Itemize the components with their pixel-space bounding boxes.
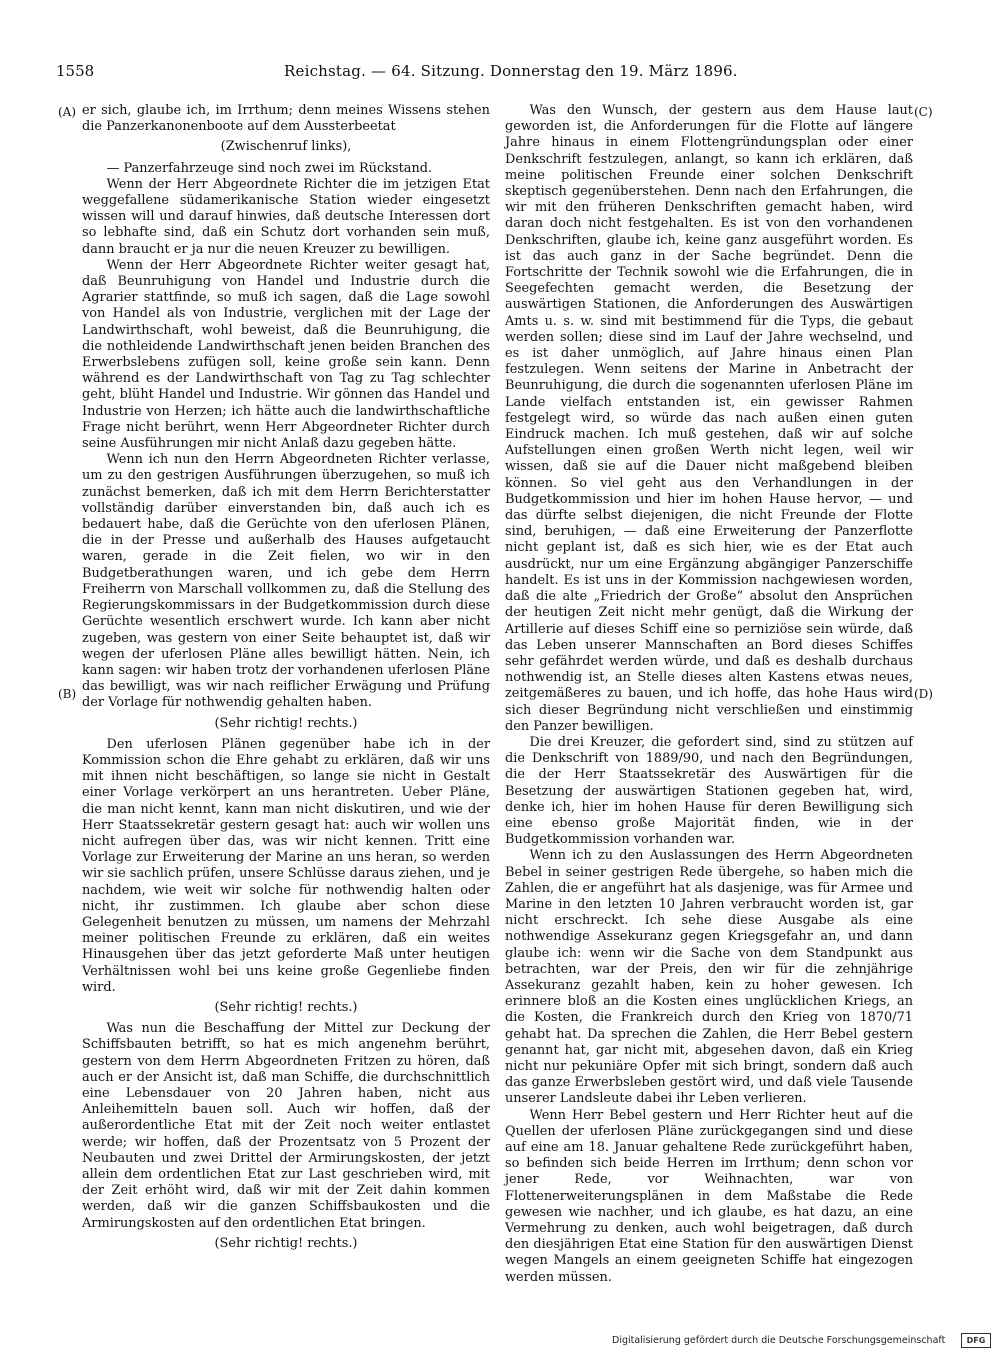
interjection: (Sehr richtig! rechts.) xyxy=(214,715,358,731)
interjection: (Zwischenruf links), xyxy=(220,139,352,155)
paragraph: Wenn ich zu den Auslassungen des Herrn Abgeordneten Bebel in seiner gestrigen Rede übergehe, so haben mich die Zahlen, die er angeführt hat als dasjenige, was für Armee und Marine in den letzten 10 Jahren verbraucht worden ist, gar nicht erschreckt. Ich sehe diese Ausgabe als eine nothwendige Assekuranz gegen Kriegsgefahr an, und dann glaube ich: wenn wir die Sache von dem Standpunkt aus betrachten, war der Preis, den wir für die zehnjährige Assekuranz gezahlt haben, kein zu hoher gewesen. Ich erinnere bloß an die Kosten eines unglücklichen Kriegs, an die Kosten, die Frankreich durch den Krieg von 1870/71 gehabt hat. Da sprechen die Zahlen, die Herr Bebel gestern genannt hat, gar nicht mit, abgesehen davon, daß ein Krieg nicht nur pekuniäre Opfer mit sich bringt, sondern daß auch das ganze Erwerbsleben gestört wird, und daß viele Tausende unserer Landsleute dabei ihr Leben verlieren. xyxy=(505,848,913,1107)
paragraph: — Panzerfahrzeuge sind noch zwei im Rückstand. xyxy=(106,160,433,176)
dfg-logo-text: DFG xyxy=(966,1336,986,1345)
paragraph: Wenn der Herr Abgeordnete Richter die im jetzigen Etat weggefallene südamerikanische Station wieder eingesetzt wissen will und darauf hinwies, daß deutsche Interessen dort so lebhafte sind, daß ein Schutz dort vorhanden sein muß, dann braucht er ja nur die neuen Kreuzer zu bewilligen. xyxy=(82,176,490,257)
paragraph: Was den Wunsch, der gestern aus dem Hause laut geworden ist, die Anforderungen für die Flotte auf längere Jahre hinaus in einem Flottengründungsplan oder einer Denkschrift festzulegen, anlangt, so kann ich erklären, daß meine politischen Freunde einer solchen Denkschrift skeptisch gegenüberstehen. Denn nach den Erfahrungen, die wir mit den früheren Denkschriften gemacht haben, wird daran doch nicht festgehalten. Es ist von den vorhandenen Denkschriften, glaube ich, keine ganz ausgeführt worden. Es ist das auch ganz in der Sache begründet. Denn die Fortschritte der Technik sowohl wie die Erfahrungen, die in Seegefechten gemacht werden, die Besetzung der auswärtigen Stationen, die Anforderungen des Auswärtigen Amts u. s. w. sind mit bestimmend für die Typs, die gebaut werden sollen; diese sind im Lauf der Jahre wechselnd, und es ist daher unmöglich, auf Jahre hinaus einen Plan festzulegen. Wenn seitens der Marine in Anbetracht der Beunruhigung, die durch die sogenannten uferlosen Pläne im Lande vielfach entstanden ist, ein gewisser Rahmen festgelegt wird, so würde das nach außen einen guten Eindruck machen. Ich muß gestehen, daß wir auf solche Aufstellungen einen großen Werth nicht legen, weil wir wissen, daß sie auf die Dauer nicht maßgebend bleiben können. So viel geht aus den Verhandlungen in der Budgetkommission und hier im hohen Hause hervor, — und das dürfte selbst diejenigen, die nicht Freunde der Flotte sind, beruhigen, — daß eine Erweiterung der Panzerflotte nicht geplant ist, daß es sich hier, wie es der Etat auch ausdrückt, nur um eine Ergänzung abgängiger Panzerschiffe handelt. Es ist uns in der Kommission nachgewiesen worden, daß die alte „Friedrich der Große“ absolut den Ansprüchen der heutigen Zeit nicht mehr genügt, daß die Wirkung der Artillerie auf dieses Schiff eine so perniziöse sein würde, daß das Leben unserer Mannschaften an Bord dieses Schiffes sehr gefährdet werden würde, und daß es deshalb durchaus nothwendig ist, an Stelle dieses alten Kastens etwas neues, zeitgemäßeres zu bauen, und ich hoffe, das hohe Haus wird sich dieser Begründung nicht verschließen und einstimmig den Panzer bewilligen. xyxy=(505,103,913,734)
margin-marker-d: (D) xyxy=(914,687,933,701)
paragraph: er sich, glaube ich, im Irrthum; denn meines Wissens stehen die Panzerkanonenboote auf dem Aussterbeetat xyxy=(82,103,490,135)
paragraph: Die drei Kreuzer, die gefordert sind, sind zu stützen auf die Denkschrift von 1889/90, und nach den Begründungen, die der Herr Staatssekretär des Auswärtigen für die Besetzung der auswärtigen Stationen gegeben hat, wird, denke ich, hier im hohen Hause für deren Bewilligung sich eine ebenso große Majorität finden, wie in der Budgetkommission vorhanden war. xyxy=(505,734,913,848)
paragraph: Den uferlosen Plänen gegenüber habe ich in der Kommission schon die Ehre gehabt zu erklären, daß wir uns mit ihnen nicht beschäftigen, so lange sie nicht in Gestalt einer Vorlage verkörpert an uns herantreten. Ueber Pläne, die man nicht kennt, kann man nicht diskutiren, und wie der Herr Staatssekretär gestern gesagt hat: auch wir wollen uns nicht aufregen über das, was wir nicht kennen. Tritt eine Vorlage zur Erweiterung der Marine an uns heran, so werden wir sie sachlich prüfen, unsere Schlüsse daraus ziehen, und je nachdem, wie weit wir solche für nothwendig halten oder nicht, ihr zustimmen. Ich glaube aber schon diese Gelegenheit benutzen zu müssen, um namens der Mehrzahl meiner politischen Freunde zu erklären, daß ein weites Hinausgehen über das jetzt geforderte Maß unter heutigen Verhältnissen wohl bei uns keine große Gegenliebe finden wird. xyxy=(82,736,490,995)
interjection: (Sehr richtig! rechts.) xyxy=(214,1235,358,1251)
margin-marker-c: (C) xyxy=(914,105,933,119)
paragraph: Wenn Herr Bebel gestern und Herr Richter heut auf die Quellen der uferlosen Pläne zurückgegangen sind und diese auf eine am 18. Januar gehaltene Rede zurückgeführt haben, so befinden sich beide Herren im Irrthum; denn schon vor jener Rede, vor Weihnachten, war von Flottenerweiterungsplänen in dem Maßstabe die Rede gewesen wie nachher, und ich glaube, es hat dazu, an eine Vermehrung zu denken, auch wohl beigetragen, daß durch den diesjährigen Etat eine Station für den auswärtigen Dienst wegen Mangels an einem geeigneten Schiffe hat eingezogen werden müssen. xyxy=(505,1107,913,1285)
paragraph: Wenn ich nun den Herrn Abgeordneten Richter verlasse, um zu den gestrigen Ausführungen überzugehen, so muß ich zunächst bemerken, daß ich mit dem Herrn Berichterstatter vollständig darüber einverstanden bin, daß auch ich es bedauert habe, daß die Gerüchte von den uferlosen Plänen, die in der Presse und außerhalb des Hauses aufgetaucht waren, gerade in die Zeit fielen, wo wir in den Budgetberathungen waren, und ich gebe dem Herrn Freiherrn von Marschall vollkommen zu, daß die Stellung des Regierungskommissars in der Budgetkommission durch diese Gerüchte wesentlich erschwert wurde. Ich kann aber nicht zugeben, was gestern von einer Seite behauptet ist, daß wir wegen der uferlosen Pläne alles bewilligt hätten. Nein, ich kann sagen: wir haben trotz der vorhandenen uferlosen Pläne das bewilligt, was wir nach reiflicher Erwägung und Prüfung der Vorlage für nothwendig gehalten haben. xyxy=(82,452,490,711)
dfg-logo xyxy=(961,1333,991,1348)
margin-marker-a: (A) xyxy=(58,105,77,119)
page-number: 1558 xyxy=(56,62,95,80)
interjection: (Sehr richtig! rechts.) xyxy=(214,999,358,1015)
paragraph: Wenn der Herr Abgeordnete Richter weiter gesagt hat, daß Beunruhigung von Handel und Industrie durch die Agrarier stattfinde, so muß ich sagen, daß die Lage sowohl von Handel als von Industrie, verglichen mit der Lage der Landwirthschaft, wohl beweist, daß die Beunruhigung, die die nothleidende Landwirthschaft jenen beiden Branchen des Erwerbslebens zufügen soll, keine große sein kann. Denn während es der Landwirthschaft von Tag zu Tag schlechter geht, blüht Handel und Industrie. Wir gönnen das Handel und Industrie von Herzen; ich hätte auch die landwirthschaftliche Frage nicht berührt, wenn Herr Abgeordneter Richter durch seine Ausführungen mir nicht Anlaß dazu gegeben hätte. xyxy=(82,257,490,452)
running-head: Reichstag. — 64. Sitzung. Donnerstag den 19. März 1896. xyxy=(284,62,738,80)
digitization-credit: Digitalisierung gefördert durch die Deutsche Forschungsgemeinschaft xyxy=(612,1335,946,1346)
right-column xyxy=(505,103,913,1286)
margin-marker-b: (B) xyxy=(58,687,77,701)
left-column xyxy=(82,103,490,1257)
paragraph: Was nun die Beschaffung der Mittel zur Deckung der Schiffsbauten betrifft, so hat es mich angenehm berührt, gestern von dem Herrn Abgeordneten Fritzen zu hören, daß auch er der Ansicht ist, daß man Schiffe, die durchschnittlich eine Lebensdauer von 20 Jahren haben, nicht aus Anleihemitteln bauen soll. Auch wir hoffen, daß der außerordentliche Etat mit der Zeit noch weiter entlastet werde; wir hoffen, daß der Prozentsatz von 5 Prozent der Neubauten und zwei Drittel der Armirungskosten, der jetzt allein dem ordentlichen Etat zur Last geschrieben wird, mit der Zeit erhöht wird, daß wir mit der Zeit dahin kommen werden, daß wir die ganzen Schiffsbaukosten und die Armirungskosten auf den ordentlichen Etat bringen. xyxy=(82,1021,490,1231)
